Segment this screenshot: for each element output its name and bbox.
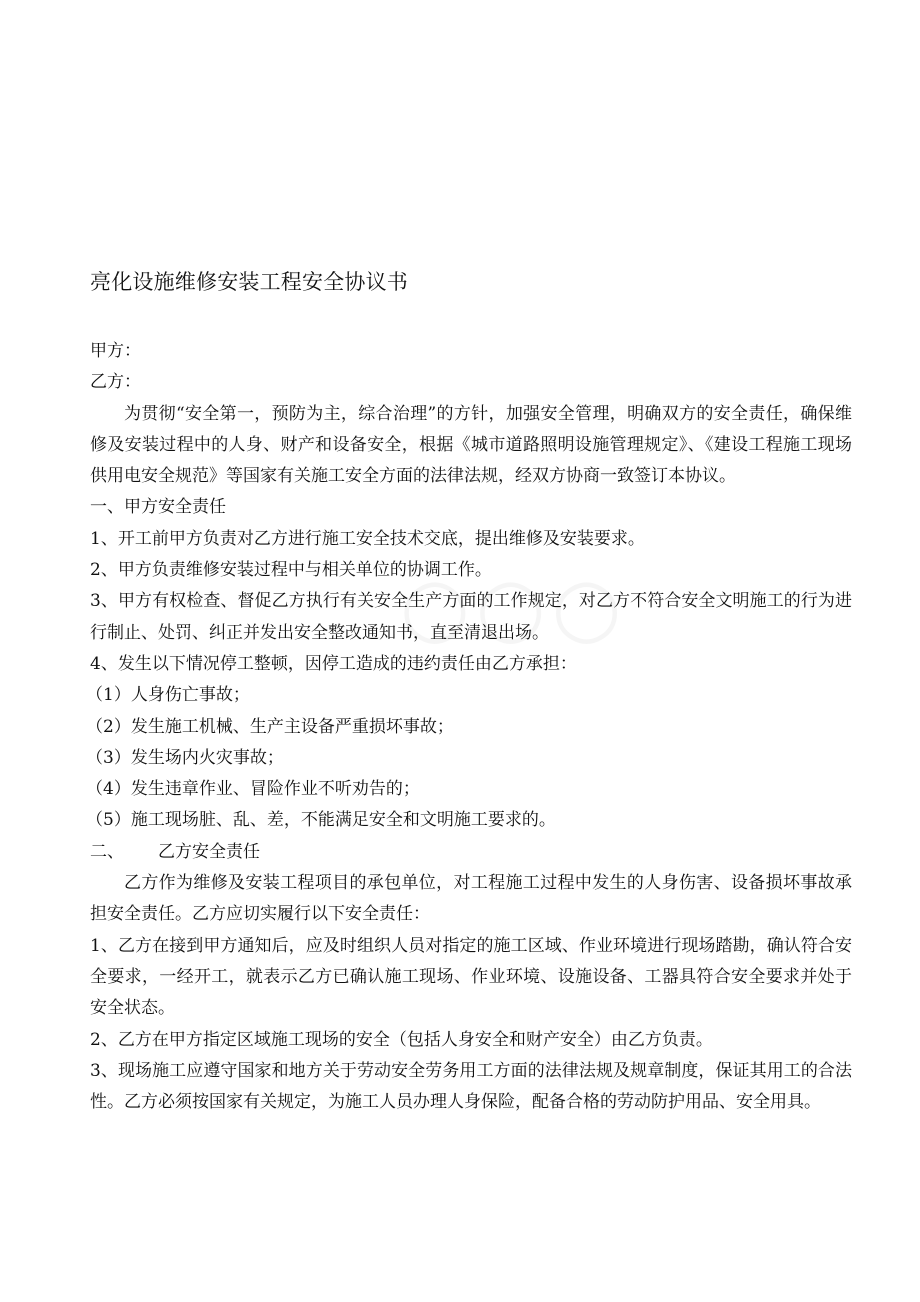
- document-body: [86, 336, 852, 1118]
- section-1-heading: 一、甲方安全责任: [90, 497, 226, 518]
- document-title: 亮化设施维修安装工程安全协议书: [90, 270, 408, 294]
- section-1-item-3: 3、甲方有权检查、督促乙方执行有关安全生产方面的工作规定，对乙方不符合安全文明施工的行为进行制止、处罚、纠正并发出安全整改通知书，直至清退出场。: [90, 591, 852, 643]
- section-2-heading: [90, 837, 852, 868]
- section-2-heading-number: 二、: [90, 841, 124, 862]
- section-1-subitem-2: （2）发生施工机械、生产主设备严重损坏事故；: [86, 716, 454, 737]
- section-1-subitem-4: （4）发生违章作业、冒险作业不听劝告的；: [86, 779, 420, 800]
- section-2-item-1: 1、乙方在接到甲方通知后，应及时组织人员对指定的施工区域、作业环境进行现场踏勘，确认符合安全要求，一经开工，就表示乙方已确认施工现场、作业环境、设施设备、工器具符合安全要求并处于安全状态。: [90, 935, 852, 1019]
- intro-paragraph: 为贯彻“安全第一，预防为主，综合治理”的方针，加强安全管理，明确双方的安全责任，确保维修及安装过程中的人身、财产和设备安全，根据《城市道路照明设施管理规定》、《建设工程施工现场供用电安全规范》等国家有关施工安全方面的法律法规，经双方协商一致签订本协议。: [90, 403, 852, 487]
- section-2-heading-text: 乙方安全责任: [158, 841, 260, 862]
- section-1-item-1: 1、开工前甲方负责对乙方进行施工安全技术交底，提出维修及安装要求。: [90, 528, 645, 549]
- section-1-item-2: 2、甲方负责维修安装过程中与相关单位的协调工作。: [90, 560, 492, 581]
- section-1-item-4: 4、发生以下情况停工整顿，因停工造成的违约责任由乙方承担：: [90, 653, 577, 674]
- section-1-subitem-3: （3）发生场内火灾事故；: [86, 747, 284, 768]
- section-1-subitem-1: （1）人身伤亡事故；: [86, 685, 250, 706]
- party-b-line: 乙方：: [90, 372, 141, 393]
- section-1-subitem-5: （5）施工现场脏、乱、差，不能满足安全和文明施工要求的。: [86, 810, 556, 831]
- party-a-line: 甲方：: [90, 341, 141, 361]
- section-2-item-3: 3、现场施工应遵守国家和地方关于劳动安全劳务用工方面的法律法规及规章制度，保证其用工的合法性。乙方必须按国家有关规定，为施工人员办理人身保险，配备合格的劳动防护用品、安全用具。: [90, 1060, 852, 1113]
- section-2-item-2: 2、乙方在甲方指定区域施工现场的安全（包括人身安全和财产安全）由乙方负责。: [90, 1029, 713, 1050]
- section-2-intro: 乙方作为维修及安装工程项目的承包单位，对工程施工过程中发生的人身伤害、设备损坏事故承担安全责任。乙方应切实履行以下安全责任：: [90, 873, 852, 925]
